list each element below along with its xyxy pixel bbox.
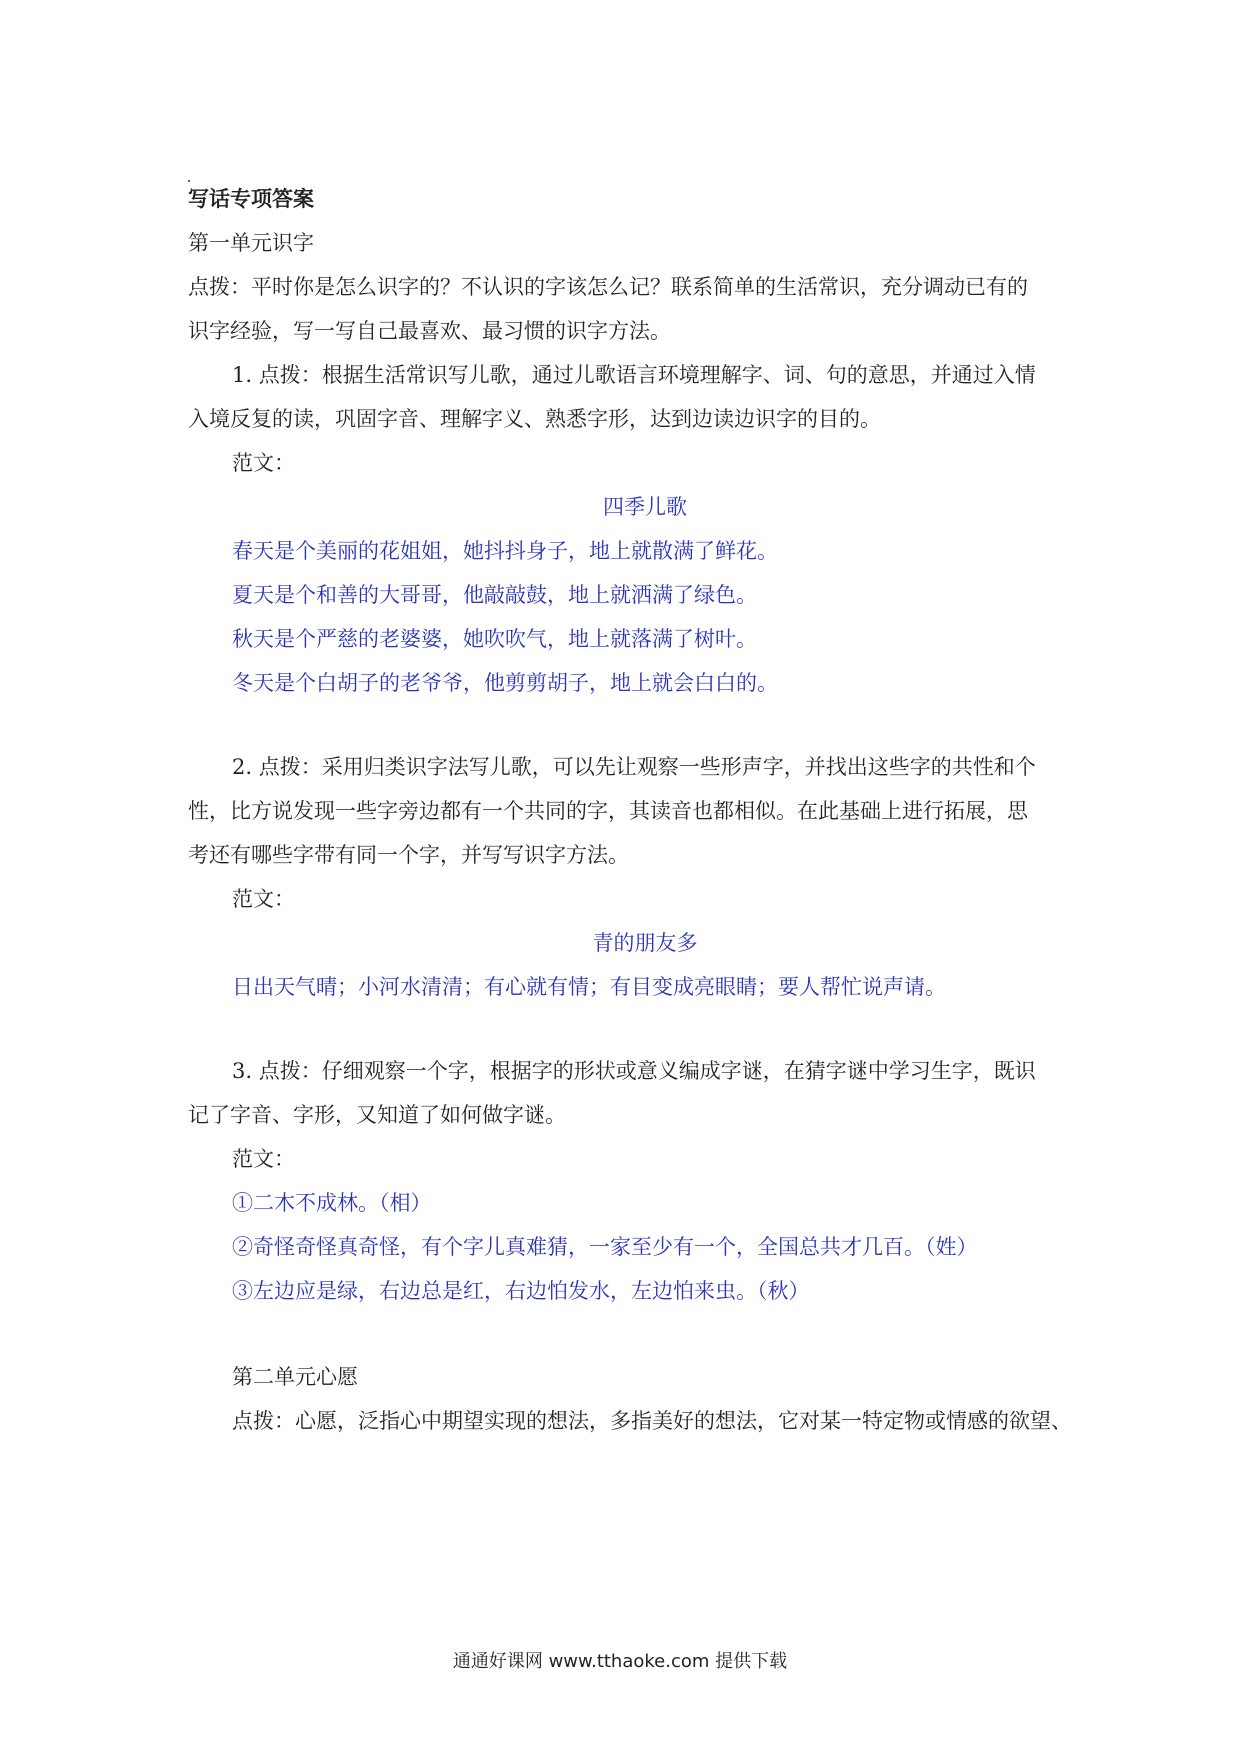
q2-tip-line: 性，比方说发现一些字旁边都有一个共同的字，其读音也都相似。在此基础上进行拓展，思 [188, 799, 1028, 823]
q2-tip-line: 2. 点拨：采用归类识字法写儿歌，可以先让观察一些形声字，并找出这些字的共性和个 [232, 755, 1036, 779]
q3-riddle: ①二木不成林。（相） [232, 1191, 432, 1215]
q1-tip-line: 1. 点拨：根据生活常识写儿歌，通过儿歌语言环境理解字、词、句的意思，并通过入情 [232, 363, 1036, 387]
q1-poem-line: 夏天是个和善的大哥哥，他敲敲鼓，地上就洒满了绿色。 [232, 583, 757, 607]
q3-label: 范文： [232, 1147, 295, 1171]
page-footer: 通通好课网 www.tthaoke.com 提供下载 [452, 1651, 788, 1672]
stray-dot [188, 180, 190, 182]
unit1-heading: 第一单元识字 [188, 231, 314, 255]
q1-poem-line: 秋天是个严慈的老婆婆，她吹吹气，地上就落满了树叶。 [232, 627, 757, 651]
unit2-heading: 第二单元心愿 [232, 1365, 358, 1389]
q3-tip-line: 3. 点拨：仔细观察一个字，根据字的形状或意义编成字谜，在猜字谜中学习生字，既识 [232, 1059, 1036, 1083]
q1-poem-title: 四季儿歌 [603, 495, 687, 519]
q2-poem-line: 日出天气晴；小河水清清；有心就有情；有目变成亮眼睛；要人帮忙说声请。 [232, 975, 946, 999]
document-title: 写话专项答案 [188, 186, 314, 211]
q3-riddle: ③左边应是绿，右边总是红，右边怕发水，左边怕来虫。（秋） [232, 1279, 810, 1303]
unit1-intro-line: 点拨：平时你是怎么识字的？不认识的字该怎么记？联系简单的生活常识，充分调动已有的 [188, 275, 1028, 299]
q3-riddle: ②奇怪奇怪真奇怪，有个字儿真难猜，一家至少有一个，全国总共才几百。（姓） [232, 1235, 978, 1259]
unit1-intro-line: 识字经验，写一写自己最喜欢、最习惯的识字方法。 [188, 319, 671, 343]
q1-label: 范文： [232, 451, 295, 475]
unit2-intro-line: 点拨：心愿，泛指心中期望实现的想法，多指美好的想法，它对某一特定物或情感的欲望、 [232, 1409, 1072, 1433]
q3-tip-line: 记了字音、字形，又知道了如何做字谜。 [188, 1103, 566, 1127]
q2-poem-title: 青的朋友多 [592, 931, 698, 955]
q2-tip-line: 考还有哪些字带有同一个字，并写写识字方法。 [188, 843, 629, 867]
q1-poem-line: 冬天是个白胡子的老爷爷，他剪剪胡子，地上就会白白的。 [232, 671, 778, 695]
q1-tip-line: 入境反复的读，巩固字音、理解字义、熟悉字形，达到边读边识字的目的。 [188, 407, 881, 431]
q2-label: 范文： [232, 887, 295, 911]
q1-poem-line: 春天是个美丽的花姐姐，她抖抖身子，地上就散满了鲜花。 [232, 539, 778, 563]
